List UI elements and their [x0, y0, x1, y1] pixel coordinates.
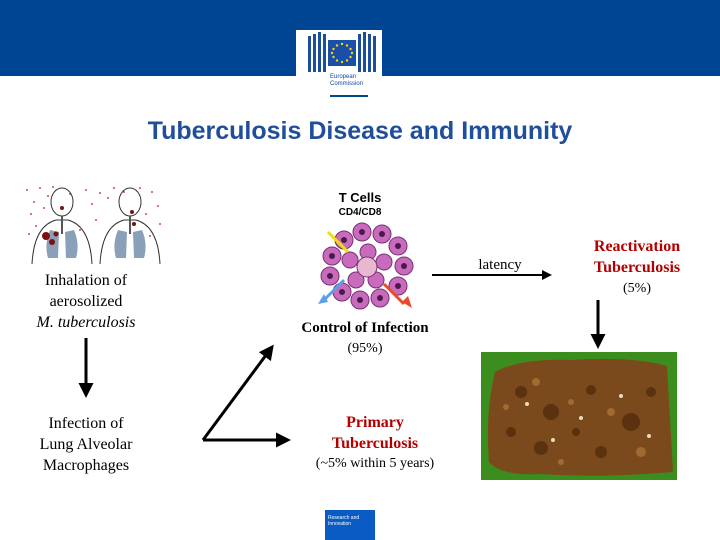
- infection-line2: Lung Alveolar: [39, 436, 133, 453]
- arrow-infection-to-outcomes: [203, 347, 288, 440]
- latency-label: latency: [478, 257, 522, 273]
- tcells-label: T Cells: [338, 190, 382, 205]
- reactivation-tb-line1: Reactivation: [593, 238, 681, 255]
- inhalation-line1: Inhalation of: [44, 272, 128, 289]
- ec-org-name-line1: European: [330, 74, 357, 80]
- footer-label: [328, 515, 359, 527]
- control-percent: (95%): [347, 341, 383, 356]
- infection-line3: Macrophages: [42, 457, 130, 474]
- footer-line1: Research and: [328, 515, 360, 521]
- control-label: Control of Infection: [301, 320, 429, 336]
- primary-tb-line1: Primary: [346, 414, 404, 431]
- primary-tb-line2: Tuberculosis: [331, 435, 419, 452]
- tcells-sublabel: CD4/CD8: [338, 207, 382, 218]
- reactivation-tb-line2: Tuberculosis: [593, 259, 681, 276]
- footer-line2: Innovation: [328, 521, 352, 527]
- inhalation-line2: aerosolized: [49, 293, 123, 310]
- infection-line1: Infection of: [48, 415, 124, 432]
- primary-tb-note: (~5% within 5 years): [315, 456, 435, 471]
- ec-org-name-line2: Commission: [330, 81, 364, 87]
- inhalation-line3: M. tuberculosis: [36, 314, 136, 331]
- reactivation-percent: (5%): [623, 281, 651, 296]
- page-title: Tuberculosis Disease and Immunity: [147, 117, 573, 145]
